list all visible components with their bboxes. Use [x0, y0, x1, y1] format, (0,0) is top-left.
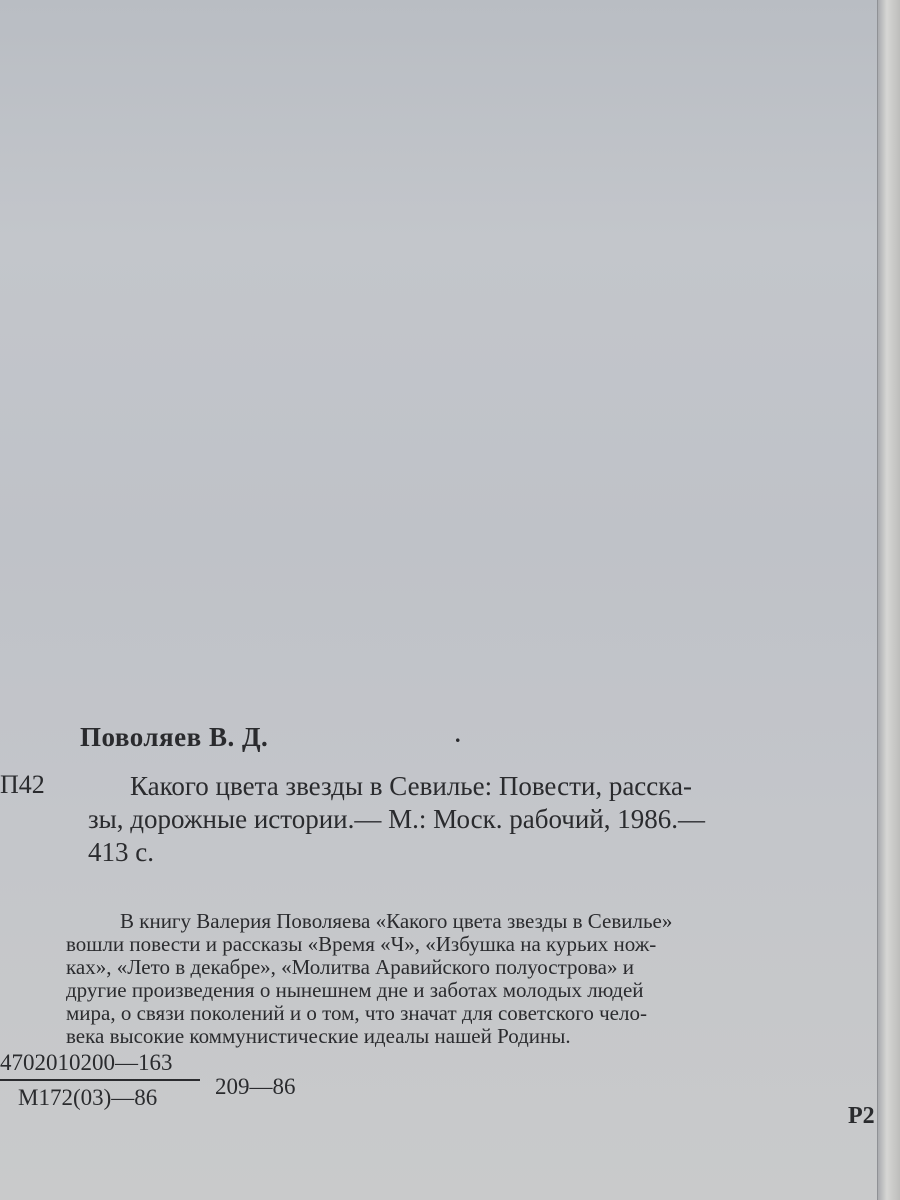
catalog-numerator: 4702010200—163: [0, 1050, 173, 1075]
title-line: 413 с.: [88, 837, 154, 867]
bibliographic-description: [88, 770, 888, 869]
title-line: зы, дорожные истории.— М.: Моск. рабочий, 1986.—: [88, 804, 705, 834]
annotation-line: мира, о связи поколений и о том, что значат для советского чело-: [66, 1001, 647, 1025]
annotation: [66, 910, 886, 1048]
title-line: Какого цвета звезды в Севилье: Повести, расска-: [130, 771, 692, 801]
annotation-line: ках», «Лето в декабре», «Молитва Аравийского полуострова» и: [66, 955, 634, 979]
catalog-denominator: М172(03)—86: [18, 1085, 158, 1110]
author-name: Поволяев В. Д.: [80, 722, 269, 752]
catalog-right-code: 209—86: [215, 1074, 296, 1099]
annotation-line: другие произведения о нынешнем дне и заботах молодых людей: [66, 978, 644, 1002]
annotation-line: века высокие коммунистические идеалы нашей Родины.: [66, 1024, 571, 1048]
annotation-line: В книгу Валерия Поволяева «Какого цвета звезды в Севилье»: [120, 909, 673, 933]
annotation-line: вошли повести и рассказы «Время «Ч», «Избушка на курьих нож-: [66, 932, 657, 956]
index-code: П42: [0, 770, 45, 799]
catalog-fraction-line: [0, 1079, 200, 1081]
bbk-code: Р2: [848, 1103, 875, 1129]
dot-mark: .: [455, 722, 461, 747]
